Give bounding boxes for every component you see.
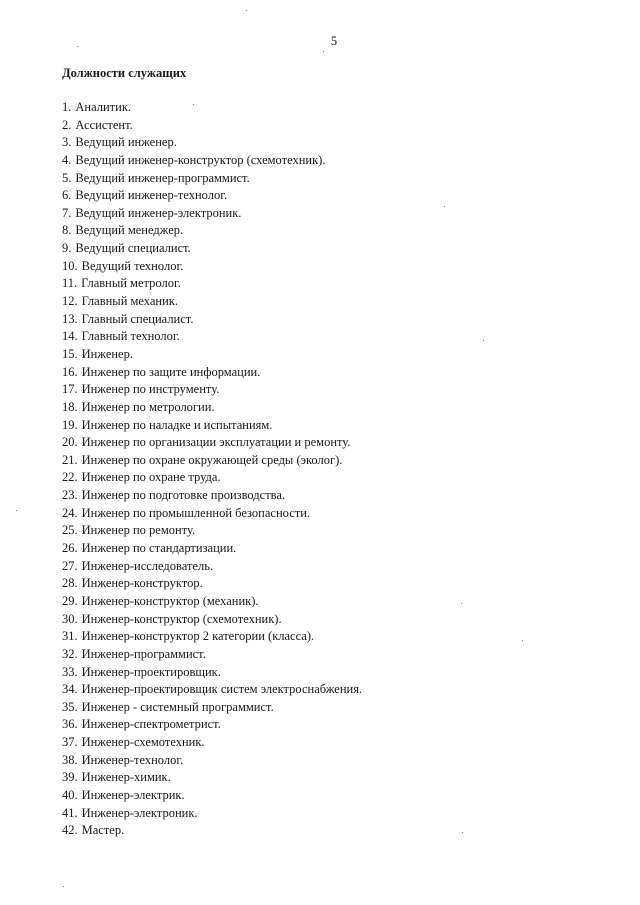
list-item-number: 2.	[62, 117, 72, 132]
list-item-number: 8.	[62, 223, 72, 238]
list-item-number: 26.	[62, 541, 78, 556]
scan-speck	[77, 46, 78, 47]
list-item	[62, 769, 362, 787]
list-item-number: 42.	[62, 823, 78, 838]
list-item-title: Инженер-спектрометрист.	[81, 717, 221, 732]
list-item-number: 5.	[62, 170, 72, 185]
list-item	[62, 681, 362, 699]
list-item-title: Инженер по охране окружающей среды (эколог).	[81, 452, 343, 467]
list-item	[62, 275, 362, 293]
list-item	[62, 575, 362, 593]
list-item-number: 1.	[62, 100, 72, 114]
list-item	[62, 752, 362, 770]
page-number: 5	[330, 34, 338, 48]
list-item	[62, 664, 362, 682]
list-item-number: 39.	[62, 770, 78, 785]
list-item-title: Инженер по ремонту.	[81, 523, 196, 538]
list-item-number: 32.	[62, 646, 78, 661]
list-item-title: Главный специалист.	[81, 311, 194, 326]
list-item-title: Инженер-проектировщик систем электроснабжения.	[81, 682, 363, 697]
list-item-title: Главный технолог.	[81, 329, 180, 344]
list-item-number: 40.	[62, 787, 78, 802]
list-item-title: Инженер-электроник.	[81, 805, 198, 820]
list-item-title: Ассистент.	[75, 117, 133, 132]
list-item	[62, 311, 362, 329]
list-item-title: Инженер по стандартизации.	[81, 541, 237, 556]
list-item-title: Ведущий инженер-электроник.	[75, 205, 242, 220]
list-item-title: Ведущий специалист.	[75, 241, 191, 256]
list-item-number: 33.	[62, 664, 78, 679]
list-item	[62, 293, 362, 311]
list-item	[62, 381, 362, 399]
list-item-number: 36.	[62, 717, 78, 732]
list-item-title: Инженер по наладке и испытаниям.	[81, 417, 273, 432]
list-item-number: 4.	[62, 152, 72, 167]
list-item	[62, 328, 362, 346]
list-item-number: 28.	[62, 576, 78, 591]
list-item-title: Инженер по охране труда.	[81, 470, 221, 485]
list-item-number: 18.	[62, 399, 78, 414]
list-item-title: Инженер-электрик.	[81, 787, 185, 802]
list-item-title: Инженер-конструктор.	[81, 576, 203, 591]
list-item-number: 29.	[62, 593, 78, 608]
list-item-number: 34.	[62, 682, 78, 697]
scan-speck	[16, 510, 17, 511]
scan-speck	[462, 832, 463, 833]
list-item-title: Мастер.	[81, 823, 125, 838]
list-item-number: 37.	[62, 735, 78, 750]
list-item	[62, 417, 362, 435]
list-item	[62, 346, 362, 364]
list-item-number: 30.	[62, 611, 78, 626]
list-item-number: 24.	[62, 505, 78, 520]
list-item-title: Инженер по промышленной безопасности.	[81, 505, 311, 520]
list-item-title: Инженер-технолог.	[81, 752, 184, 767]
list-item	[62, 734, 362, 752]
list-item-title: Инженер - системный программист.	[81, 699, 274, 714]
list-item-title: Инженер-конструктор (механик).	[81, 593, 259, 608]
list-item-title: Аналитик.	[75, 100, 132, 114]
list-item-number: 41.	[62, 805, 78, 820]
list-item-title: Ведущий инженер-конструктор (схемотехник).	[75, 152, 326, 167]
list-item	[62, 611, 362, 629]
list-item	[62, 699, 362, 717]
list-item	[62, 240, 362, 258]
list-item-number: 20.	[62, 435, 78, 450]
list-item-number: 27.	[62, 558, 78, 573]
list-item	[62, 117, 362, 135]
list-item-number: 11.	[62, 276, 78, 291]
list-item	[62, 152, 362, 170]
list-item	[62, 505, 362, 523]
list-item-number: 13.	[62, 311, 78, 326]
list-item	[62, 558, 362, 576]
list-item	[62, 434, 362, 452]
list-item-title: Инженер-конструктор 2 категории (класса).	[81, 629, 315, 644]
scan-speck	[193, 104, 194, 105]
list-item-title: Инженер-конструктор (схемотехник).	[81, 611, 282, 626]
list-item-number: 22.	[62, 470, 78, 485]
list-item-title: Ведущий инженер-технолог.	[75, 188, 228, 203]
list-item-number: 14.	[62, 329, 78, 344]
list-item	[62, 364, 362, 382]
list-item-number: 6.	[62, 188, 72, 203]
list-item	[62, 187, 362, 205]
list-item	[62, 716, 362, 734]
list-item	[62, 205, 362, 223]
list-item-title: Главный механик.	[81, 294, 179, 309]
list-item-title: Инженер-исследователь.	[81, 558, 214, 573]
list-item-title: Главный метролог.	[81, 276, 181, 291]
list-item	[62, 787, 362, 805]
list-item-title: Ведущий инженер-программист.	[75, 170, 250, 185]
scan-speck	[323, 51, 324, 52]
scan-speck	[483, 340, 484, 341]
list-item-number: 10.	[62, 258, 78, 273]
list-item-number: 38.	[62, 752, 78, 767]
list-item-number: 3.	[62, 135, 72, 150]
list-item-number: 16.	[62, 364, 78, 379]
scan-speck	[444, 206, 445, 207]
list-item	[62, 469, 362, 487]
list-item	[62, 540, 362, 558]
list-item	[62, 99, 362, 117]
list-item-title: Инженер по подготовке производства.	[81, 488, 286, 503]
list-item-number: 15.	[62, 346, 78, 361]
list-item-title: Инженер-химик.	[81, 770, 171, 785]
list-item-title: Инженер по защите информации.	[81, 364, 261, 379]
list-item-number: 19.	[62, 417, 78, 432]
list-item-number: 21.	[62, 452, 78, 467]
list-item-title: Инженер-схемотехник.	[81, 735, 205, 750]
list-item-number: 17.	[62, 382, 78, 397]
list-item	[62, 805, 362, 823]
list-item-title: Инженер-проектировщик.	[81, 664, 221, 679]
list-item	[62, 628, 362, 646]
list-item-title: Инженер по организации эксплуатации и ремонту.	[81, 435, 351, 450]
list-item	[62, 134, 362, 152]
page-heading: Должности служащих	[62, 66, 187, 80]
list-item	[62, 646, 362, 664]
list-item-number: 35.	[62, 699, 78, 714]
list-item-title: Ведущий инженер.	[75, 135, 177, 150]
list-item-number: 7.	[62, 205, 72, 220]
list-item-title: Ведущий технолог.	[81, 258, 184, 273]
list-item-title: Ведущий менеджер.	[75, 223, 184, 238]
list-item	[62, 822, 362, 840]
scan-speck	[246, 10, 247, 11]
list-item	[62, 258, 362, 276]
list-item-number: 25.	[62, 523, 78, 538]
list-item	[62, 399, 362, 417]
list-item-title: Инженер по инструменту.	[81, 382, 220, 397]
positions-list	[62, 99, 362, 840]
list-item-number: 12.	[62, 294, 78, 309]
list-item-number: 23.	[62, 488, 78, 503]
list-item-title: Инженер.	[81, 346, 133, 361]
list-item	[62, 170, 362, 188]
list-item-number: 9.	[62, 241, 72, 256]
list-item	[62, 222, 362, 240]
list-item-title: Инженер по метрологии.	[81, 399, 215, 414]
list-item	[62, 487, 362, 505]
scan-speck	[63, 886, 64, 887]
scan-speck	[461, 603, 462, 604]
scan-speck	[522, 640, 523, 641]
list-item-title: Инженер-программист.	[81, 646, 206, 661]
list-item	[62, 522, 362, 540]
list-item-number: 31.	[62, 629, 78, 644]
list-item	[62, 452, 362, 470]
list-item	[62, 593, 362, 611]
